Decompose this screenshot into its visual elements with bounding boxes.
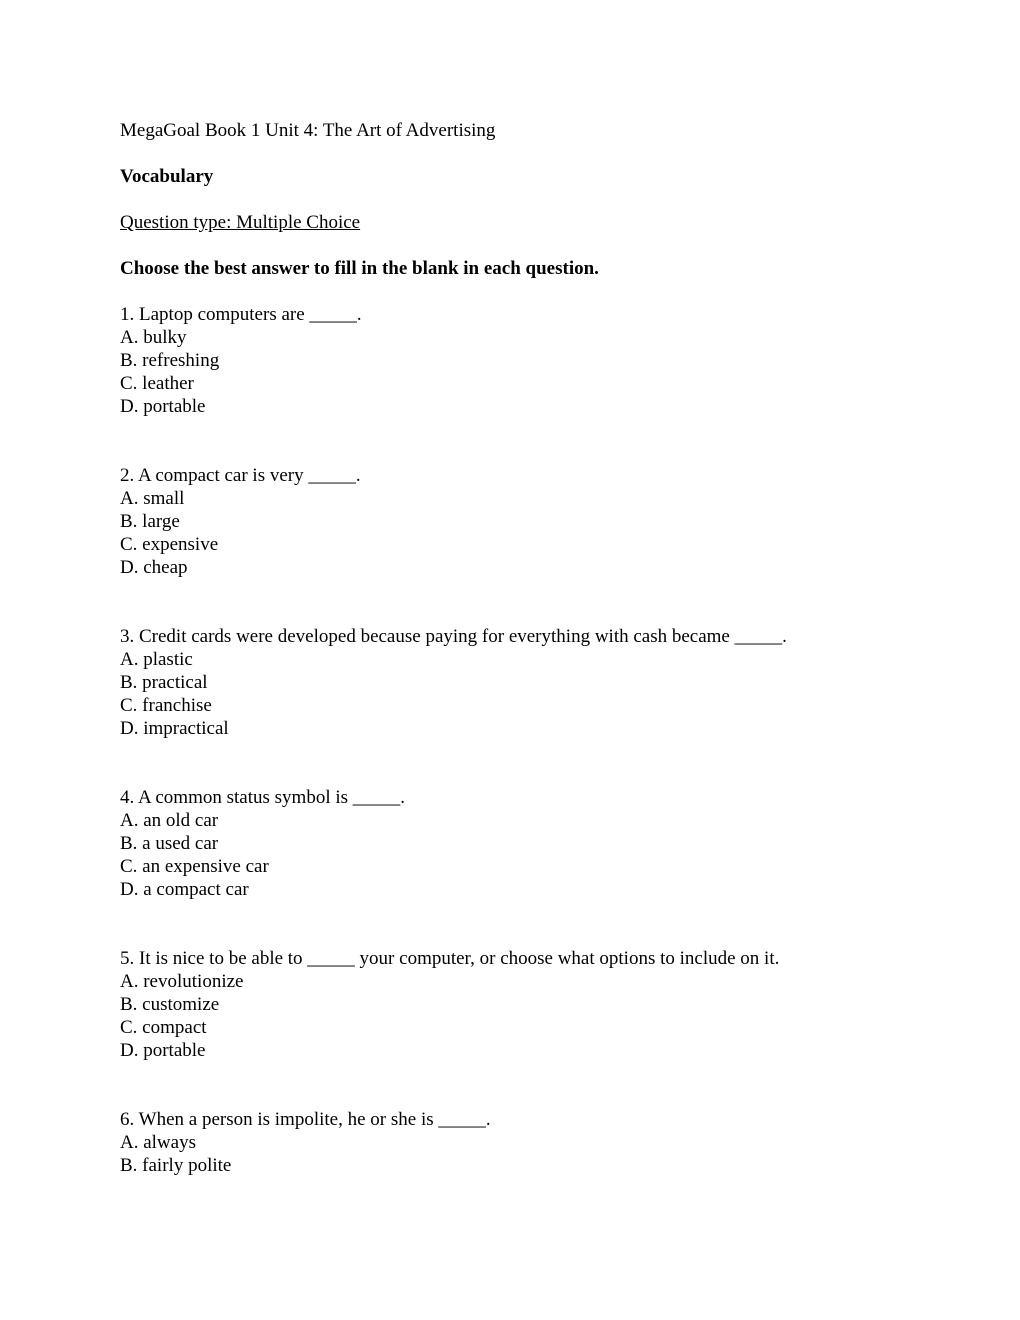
answer-option-d: D. a compact car	[120, 879, 249, 900]
answer-option-b: B. a used car	[120, 833, 219, 854]
answer-option-a: A. plastic	[120, 649, 193, 670]
answer-option-a: A. always	[120, 1132, 196, 1153]
question-2	[120, 464, 900, 579]
answer-option-c: C. compact	[120, 1017, 207, 1038]
answer-option-d: D. cheap	[120, 557, 188, 578]
section-heading: Vocabulary	[120, 166, 214, 187]
answer-option-b: B. customize	[120, 994, 220, 1015]
answer-option-b: B. fairly polite	[120, 1155, 232, 1176]
question-stem: 4. A common status symbol is _____.	[120, 787, 406, 808]
question-stem: 2. A compact car is very _____.	[120, 465, 361, 486]
question-stem: 5. It is nice to be able to _____ your computer, or choose what options to include on it.	[120, 948, 780, 969]
answer-option-a: A. an old car	[120, 810, 219, 831]
document-title: MegaGoal Book 1 Unit 4: The Art of Advertising	[120, 120, 496, 141]
document-content	[120, 119, 900, 1177]
answer-option-c: C. expensive	[120, 534, 219, 555]
answer-option-a: A. small	[120, 488, 185, 509]
question-list	[120, 303, 900, 1177]
answer-option-b: B. refreshing	[120, 350, 220, 371]
question-stem: 1. Laptop computers are _____.	[120, 304, 362, 325]
instructions: Choose the best answer to fill in the blank in each question.	[120, 258, 599, 279]
question-stem: 3. Credit cards were developed because paying for everything with cash became _____.	[120, 626, 787, 647]
question-stem: 6. When a person is impolite, he or she is _____.	[120, 1109, 491, 1130]
answer-option-a: A. revolutionize	[120, 971, 244, 992]
answer-option-d: D. portable	[120, 1040, 206, 1061]
question-5	[120, 947, 900, 1062]
question-4	[120, 786, 900, 901]
answer-option-a: A. bulky	[120, 327, 187, 348]
question-type-label: Question type: Multiple Choice	[120, 212, 361, 233]
question-6	[120, 1108, 900, 1177]
answer-option-b: B. large	[120, 511, 180, 532]
answer-option-d: D. impractical	[120, 718, 229, 739]
answer-option-c: C. franchise	[120, 695, 212, 716]
answer-option-c: C. an expensive car	[120, 856, 269, 877]
answer-option-c: C. leather	[120, 373, 194, 394]
question-3	[120, 625, 900, 740]
answer-option-d: D. portable	[120, 396, 206, 417]
question-1	[120, 303, 900, 418]
answer-option-b: B. practical	[120, 672, 208, 693]
